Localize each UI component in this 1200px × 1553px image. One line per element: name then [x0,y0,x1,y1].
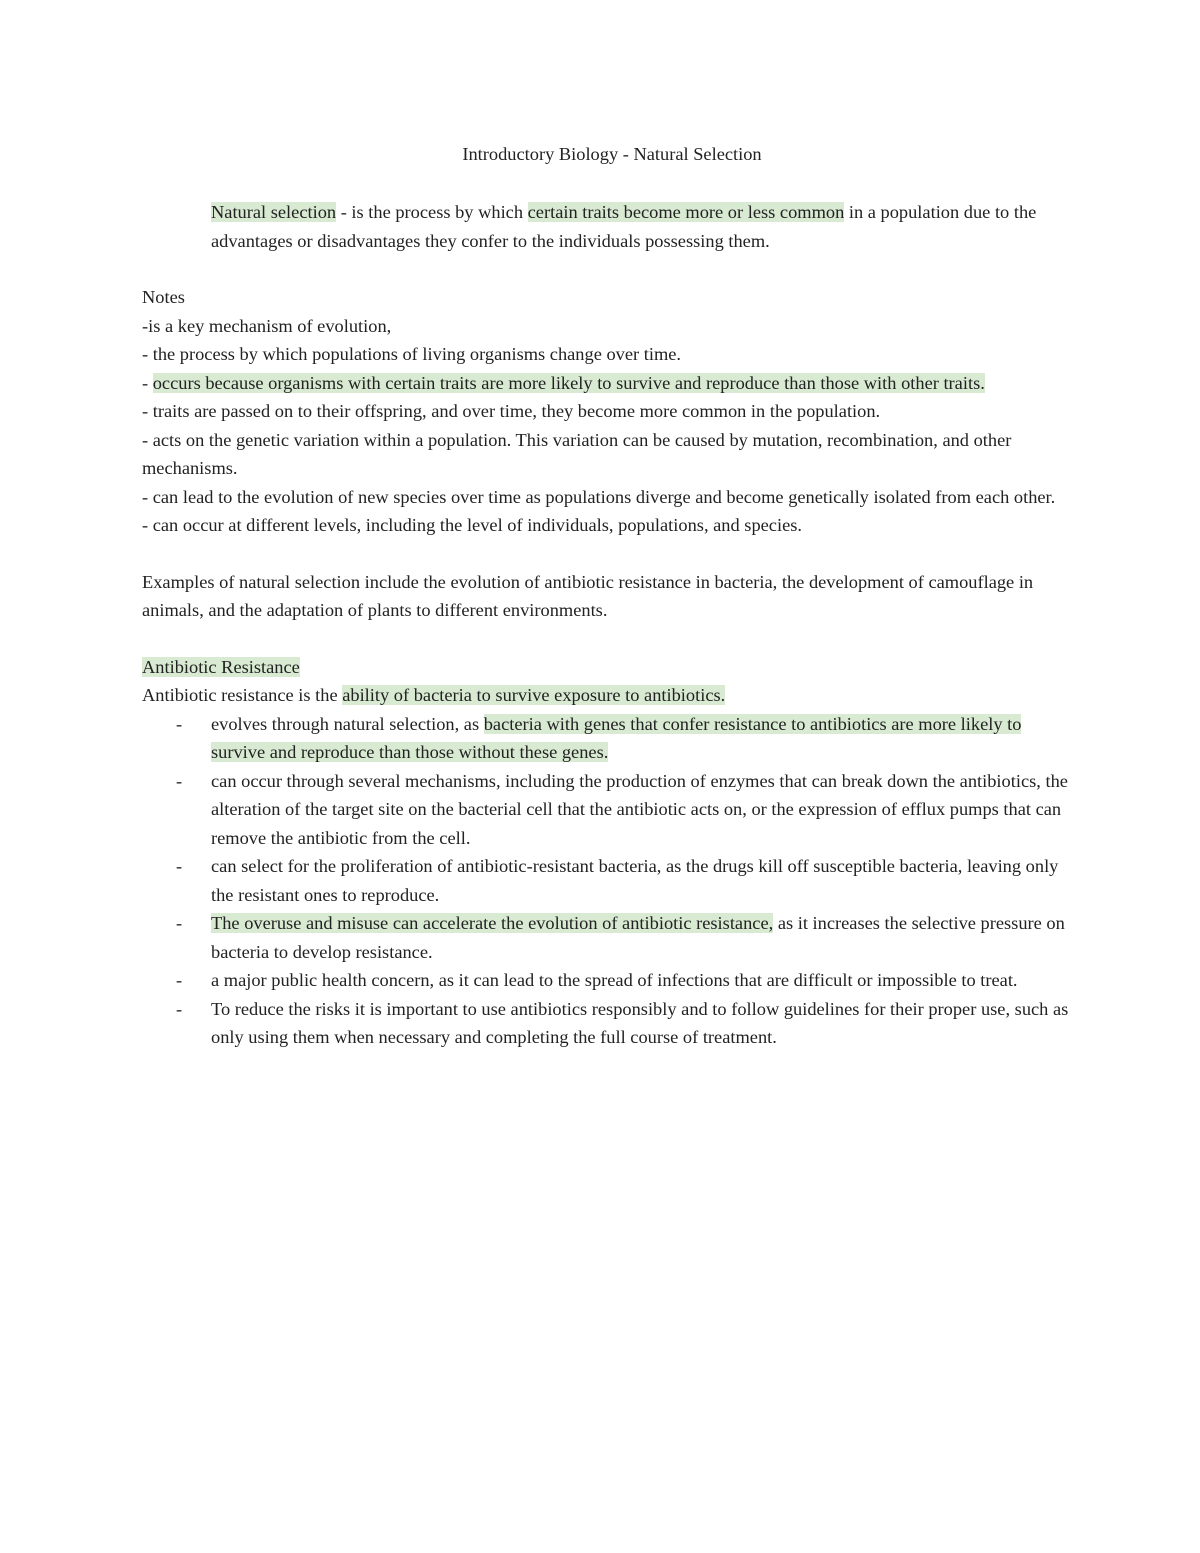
definition-text-2: in a population due to the advantages or disadvantages they confer to the individuals possessing them. [211,202,1037,251]
bullet-dash: - [176,713,183,734]
antibiotic-bullet-list [142,710,1072,1052]
notes-item: - traits are passed on to their offspring, and over time, they become more common in the population. [142,401,881,421]
antibiotic-intro-highlight: ability of bacteria to survive exposure to antibiotics. [342,685,726,705]
antibiotic-section [142,653,1072,1052]
notes-heading: Notes [142,287,185,307]
antibiotic-bullet [142,995,1072,1052]
notes-item [142,369,1072,398]
antibiotic-heading-line [142,653,1072,682]
antibiotic-bullet [142,852,1072,909]
document-title: Introductory Biology - Natural Selection [462,144,762,164]
bullet-dash: - [176,998,183,1019]
bullet-dash: - [176,970,183,990]
notes-item: - acts on the genetic variation within a population. This variation can be caused by mutation, recombination, and other mechanisms. [142,429,1012,478]
examples-paragraph: Examples of natural selection include the evolution of antibiotic resistance in bacteria, the development of camouflage in animals, and the adaptation of plants to different environments. [142,571,1034,620]
notes-item-prefix: - [142,372,153,393]
notes-list [142,312,1072,540]
antibiotic-bullet [142,966,1072,995]
notes-item: - can occur at different levels, including the level of individuals, populations, and species. [142,515,802,535]
bullet-dash: - [176,770,183,791]
antibiotic-heading: Antibiotic Resistance [142,656,300,677]
notes-item: -is a key mechanism of evolution, [142,315,392,336]
antibiotic-bullet [142,710,1072,767]
bullet-text: a major public health concern, as it can lead to the spread of infections that are difficult or impossible to treat. [211,970,1018,990]
bullet-text: evolves through natural selection, as [211,713,484,734]
notes-item: - can lead to the evolution of new species over time as populations diverge and become genetically isolated from each other. [142,486,1056,507]
antibiotic-intro [142,681,1072,710]
notes-section [142,283,1072,540]
document-body [142,140,1072,1052]
antibiotic-bullet [142,767,1072,853]
bullet-highlight: bacteria with genes that confer resistance to antibiotics are more likely to survive and reproduce than those without these genes. [211,713,1022,762]
notes-item: - the process by which populations of living organisms change over time. [142,344,682,364]
bullet-text: can occur through several mechanisms, including the production of enzymes that can break down the antibiotics, the alteration of the target site on the bacterial cell that the antibiotic acts on, or the expression of efflux pumps that can remove the antibiotic from the cell. [211,770,1068,848]
definition-highlight: certain traits become more or less common [527,202,845,222]
definition-term: Natural selection [211,202,337,222]
bullet-dash: - [176,856,183,876]
antibiotic-intro-text: Antibiotic resistance is the [142,685,343,705]
bullet-highlight: The overuse and misuse can accelerate the evolution of antibiotic resistance, [211,913,774,933]
definition-paragraph [211,198,1072,255]
definition-text-1: - is the process by which [336,202,528,222]
notes-item-highlight: occurs because organisms with certain traits are more likely to survive and reproduce than those with other traits. [152,372,985,393]
bullet-text: To reduce the risks it is important to use antibiotics responsibly and to follow guidelines for their proper use, such as only using them when necessary and completing the full course of treatment. [211,998,1069,1047]
bullet-text-after: as it increases the selective pressure on bacteria to develop resistance. [211,913,1065,962]
antibiotic-bullet [142,909,1072,966]
bullet-dash: - [176,913,183,933]
bullet-text: can select for the proliferation of antibiotic-resistant bacteria, as the drugs kill off susceptible bacteria, leaving only the resistant ones to reproduce. [211,856,1059,905]
